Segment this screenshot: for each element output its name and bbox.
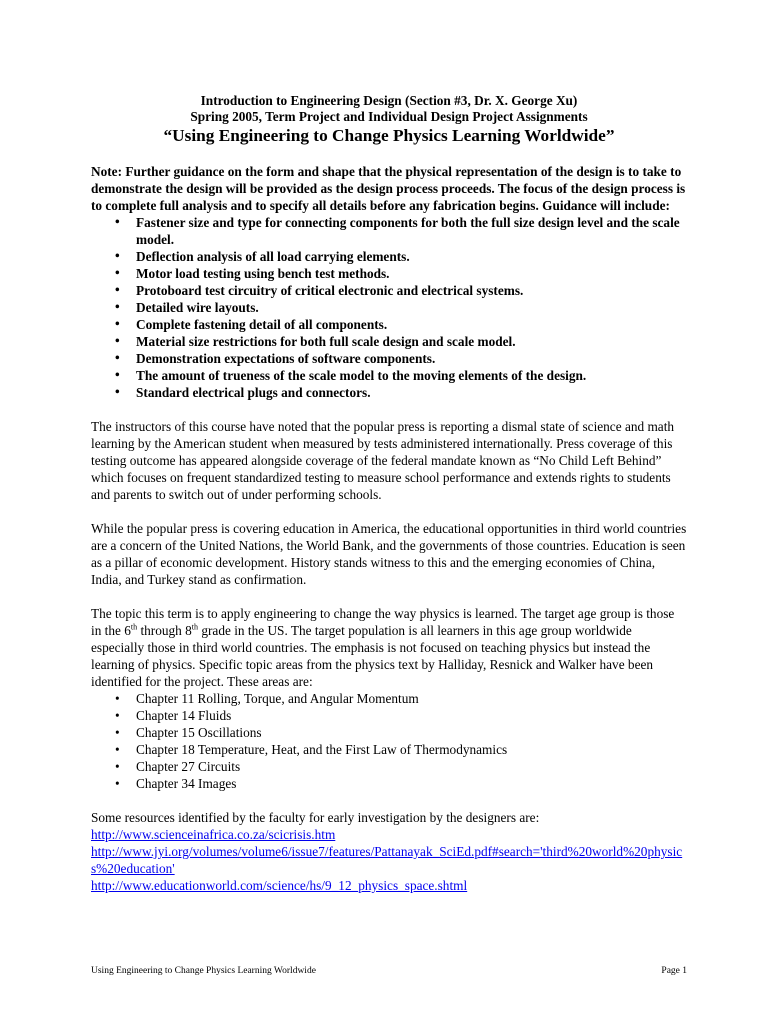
project-title: “Using Engineering to Change Physics Learning Worldwide” bbox=[163, 126, 615, 145]
bullet-glyph: • bbox=[115, 350, 120, 365]
bullet-glyph: • bbox=[115, 265, 120, 280]
bullet-glyph: • bbox=[115, 759, 120, 774]
guidance-item bbox=[91, 384, 687, 401]
resource-link-jyi[interactable]: http://www.jyi.org/volumes/volume6/issue7/features/Pattanayak_SciEd.pdf#search='third%20world%20physics%20education' bbox=[91, 844, 683, 876]
guidance-item-text: Standard electrical plugs and connectors. bbox=[136, 385, 371, 400]
bullet-glyph: • bbox=[115, 691, 120, 706]
bullet-glyph: • bbox=[115, 299, 120, 314]
chapter-item bbox=[91, 741, 687, 758]
bullet-glyph: • bbox=[115, 316, 120, 331]
chapter-item-text: Chapter 27 Circuits bbox=[136, 759, 241, 774]
bullet-glyph: • bbox=[115, 384, 120, 399]
chapter-item-text: Chapter 15 Oscillations bbox=[136, 725, 262, 740]
course-title: Introduction to Engineering Design (Section #3, Dr. X. George Xu) bbox=[200, 93, 578, 108]
guidance-item-text: Detailed wire layouts. bbox=[136, 300, 259, 315]
chapter-item bbox=[91, 707, 687, 724]
bullet-glyph: • bbox=[115, 776, 120, 791]
guidance-item-text: Material size restrictions for both full scale design and scale model. bbox=[136, 334, 516, 349]
chapter-item bbox=[91, 724, 687, 741]
paragraph-topic bbox=[91, 605, 687, 690]
guidance-list bbox=[91, 214, 687, 401]
guidance-item bbox=[91, 299, 687, 316]
paragraph-third-world: While the popular press is covering education in America, the educational opportunities in third world countries are a concern of the United Nations, the World Bank, and the governments of those countries. Education is seen as a pillar of economic development. History stands witness to this and the emerging economies of China, India, and Turkey stand as confirmation. bbox=[91, 521, 687, 587]
topic-text-2: through 8 bbox=[137, 623, 192, 638]
footer-title: Using Engineering to Change Physics Learning Worldwide bbox=[91, 966, 316, 976]
bullet-glyph: • bbox=[115, 248, 120, 263]
resource-link-educationworld[interactable]: http://www.educationworld.com/science/hs/9_12_physics_space.shtml bbox=[91, 878, 468, 893]
chapter-item bbox=[91, 758, 687, 775]
bullet-glyph: • bbox=[115, 367, 120, 382]
topic-text-3: grade in the US. The target population is all learners in this age group worldwide especially those in third world countries. The emphasis is not focused on teaching physics but instead the learning of physics. Specific topic areas from the physics text by Halliday, Resnick and Walker have been identified for the project. These areas are: bbox=[91, 623, 654, 689]
assignment-subtitle: Spring 2005, Term Project and Individual Design Project Assignments bbox=[190, 109, 588, 124]
bullet-glyph: • bbox=[115, 725, 120, 740]
guidance-item bbox=[91, 265, 687, 282]
topic-text-1: The topic this term is to apply engineering to change the way physics is learned. The target age group is those in the 6 bbox=[91, 606, 675, 638]
bullet-glyph: • bbox=[115, 742, 120, 757]
guidance-item bbox=[91, 316, 687, 333]
guidance-item-text: Deflection analysis of all load carrying elements. bbox=[136, 249, 410, 264]
ordinal-suffix: th bbox=[191, 622, 199, 632]
guidance-item bbox=[91, 367, 687, 384]
bullet-glyph: • bbox=[115, 333, 120, 348]
guidance-item bbox=[91, 214, 687, 248]
bullet-glyph: • bbox=[115, 708, 120, 723]
guidance-item bbox=[91, 282, 687, 299]
guidance-item-text: Fastener size and type for connecting components for both the full size design level and the scale model. bbox=[136, 215, 680, 247]
chapter-item-text: Chapter 34 Images bbox=[136, 776, 237, 791]
paragraph-press: The instructors of this course have noted that the popular press is reporting a dismal state of science and math learning by the American student when measured by tests administered internationally. Press coverage of this testing outcome has appeared alongside coverage of the federal mandate known as “No Child Left Behind” which focuses on frequent standardized testing to measure school performance and extends rights to students and parents to switch out of under performing schools. bbox=[91, 419, 675, 502]
guidance-item bbox=[91, 333, 687, 350]
guidance-item bbox=[91, 248, 687, 265]
resources-intro: Some resources identified by the faculty for early investigation by the designers are: bbox=[91, 810, 540, 825]
guidance-item-text: Protoboard test circuitry of critical electronic and electrical systems. bbox=[136, 283, 524, 298]
guidance-item bbox=[91, 350, 687, 367]
resource-link-scienceinafrica[interactable]: http://www.scienceinafrica.co.za/scicrisis.htm bbox=[91, 827, 336, 842]
chapter-item bbox=[91, 690, 687, 707]
page-content bbox=[91, 93, 687, 894]
chapter-item-text: Chapter 11 Rolling, Torque, and Angular Momentum bbox=[136, 691, 419, 706]
guidance-note: Note: Further guidance on the form and shape that the physical representation of the design is to take to demonstrate the design will be provided as the design process proceeds. The focus of the design process is to complete full analysis and to specify all details before any fabrication begins. Guidance will include: bbox=[91, 164, 686, 213]
guidance-item-text: Motor load testing using bench test methods. bbox=[136, 266, 390, 281]
chapter-item-text: Chapter 18 Temperature, Heat, and the First Law of Thermodynamics bbox=[136, 742, 508, 757]
chapter-item-text: Chapter 14 Fluids bbox=[136, 708, 232, 723]
page-number: Page 1 bbox=[661, 966, 687, 976]
ordinal-suffix: th bbox=[130, 622, 138, 632]
chapter-item bbox=[91, 775, 687, 792]
chapter-list bbox=[91, 690, 687, 792]
bullet-glyph: • bbox=[115, 214, 120, 229]
guidance-item-text: Demonstration expectations of software components. bbox=[136, 351, 436, 366]
guidance-item-text: The amount of trueness of the scale model to the moving elements of the design. bbox=[136, 368, 587, 383]
guidance-item-text: Complete fastening detail of all components. bbox=[136, 317, 388, 332]
bullet-glyph: • bbox=[115, 282, 120, 297]
